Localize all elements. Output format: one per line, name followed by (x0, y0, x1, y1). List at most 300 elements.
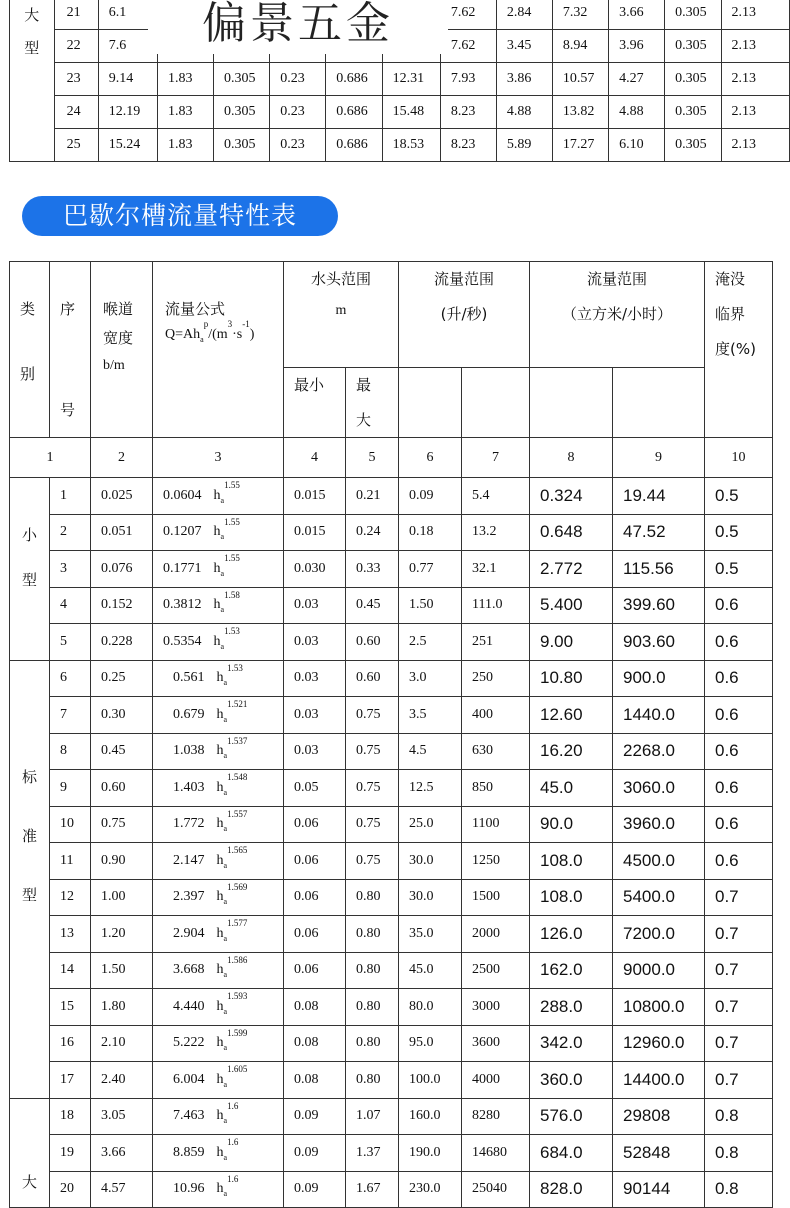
formula-h: h (216, 706, 224, 722)
category-char: 小 (21, 526, 37, 544)
flow-table-row (10, 624, 773, 661)
flow-ls-max-cell: 250 (462, 660, 530, 697)
formula-h-sub: a (223, 1006, 228, 1016)
formula-h-sub: a (223, 1152, 228, 1162)
column-number-10: 10 (705, 438, 773, 478)
flow-ls-max-cell: 8280 (462, 1098, 530, 1135)
flow-table-row (10, 843, 773, 880)
flow-m3h-min-cell: 10.80 (530, 660, 613, 697)
submergence-cell: 0.6 (705, 806, 773, 843)
upper-table-cell: 12.31 (382, 63, 440, 96)
head-max-cell: 0.80 (346, 989, 399, 1026)
formula-cell (153, 989, 284, 1026)
column-number-3: 3 (153, 438, 284, 478)
submergence-cell: 0.6 (705, 733, 773, 770)
head-max-cell: 1.37 (346, 1135, 399, 1172)
header-formula (153, 262, 284, 438)
formula-h-sub: a (223, 897, 228, 907)
upper-table-cell: 5.89 (496, 129, 552, 162)
throat-width-cell: 0.90 (91, 843, 153, 880)
flow-ls-max-cell: 400 (462, 697, 530, 734)
formula-cell (153, 843, 284, 880)
throat-width-cell: 2.40 (91, 1062, 153, 1099)
flow-ls-max-cell: 251 (462, 624, 530, 661)
upper-table-cell: 10.57 (552, 63, 608, 96)
flow-ls-max-cell: 25040 (462, 1171, 530, 1208)
formula-h: h (216, 1181, 224, 1197)
formula-h: h (213, 633, 221, 649)
flow-ls-min-cell: 230.0 (399, 1171, 462, 1208)
head-min-cell: 0.08 (284, 989, 346, 1026)
seq-cell: 15 (50, 989, 91, 1026)
upper-table-cell: 12.19 (98, 96, 157, 129)
category-cell (10, 478, 50, 661)
throat-width-cell: 0.076 (91, 551, 153, 588)
flow-m3h-min-cell: 2.772 (530, 551, 613, 588)
head-min-cell: 0.06 (284, 952, 346, 989)
seq-cell: 17 (50, 1062, 91, 1099)
flow-ls-max-cell: 32.1 (462, 551, 530, 588)
upper-table-cell: 3.45 (496, 30, 552, 63)
submergence-cell: 0.5 (705, 551, 773, 588)
upper-table-cell: 17.27 (552, 129, 608, 162)
header-seq-line-2: 号 (60, 401, 76, 419)
flow-table-row (10, 1171, 773, 1208)
head-max-cell: 0.80 (346, 916, 399, 953)
header-flow-m3h-max (613, 368, 705, 438)
formula-exponent: 1.6 (227, 1137, 239, 1148)
formula-cell (153, 624, 284, 661)
head-min-cell: 0.05 (284, 770, 346, 807)
flow-ls-max-cell: 1500 (462, 879, 530, 916)
upper-category-char: 型 (24, 39, 40, 57)
flow-ls-max-cell: 1250 (462, 843, 530, 880)
seq-cell: 12 (50, 879, 91, 916)
formula-h: h (216, 670, 224, 686)
column-number-9: 9 (613, 438, 705, 478)
head-max-cell: 1.07 (346, 1098, 399, 1135)
formula-h-sub: a (223, 860, 228, 870)
formula-cell (153, 806, 284, 843)
formula-exponent: 1.569 (227, 881, 248, 892)
formula-coefficient: 7.463 (173, 1108, 205, 1124)
submergence-cell: 0.5 (705, 478, 773, 515)
head-max-cell: 0.75 (346, 733, 399, 770)
formula-h-sub: a (223, 751, 228, 761)
formula-cell (153, 478, 284, 515)
flow-ls-max-cell: 630 (462, 733, 530, 770)
header-flow-m3h-title: 流量范围 (586, 270, 647, 288)
flow-m3h-min-cell: 360.0 (530, 1062, 613, 1099)
flow-ls-max-cell: 2500 (462, 952, 530, 989)
formula-coefficient: 1.772 (173, 816, 205, 832)
upper-table-cell: 13.82 (552, 96, 608, 129)
formula-exponent: 1.605 (227, 1064, 248, 1075)
formula-exponent: 1.577 (227, 918, 248, 929)
flow-m3h-max-cell: 7200.0 (613, 916, 705, 953)
formula-h: h (216, 816, 224, 832)
formula-cell (153, 952, 284, 989)
flow-table-row (10, 660, 773, 697)
submergence-cell: 0.6 (705, 770, 773, 807)
upper-table-row (10, 96, 790, 129)
flow-table-row (10, 587, 773, 624)
flow-m3h-max-cell: 90144 (613, 1171, 705, 1208)
flow-ls-min-cell: 25.0 (399, 806, 462, 843)
head-min-cell: 0.06 (284, 806, 346, 843)
flow-m3h-max-cell: 14400.0 (613, 1062, 705, 1099)
header-seq-line-1: 序 (60, 300, 76, 318)
formula-h-sub: a (223, 1079, 228, 1089)
head-max-cell: 0.33 (346, 551, 399, 588)
upper-table-cell: 0.305 (665, 96, 721, 129)
seq-cell: 14 (50, 952, 91, 989)
flow-m3h-min-cell: 45.0 (530, 770, 613, 807)
formula-h: h (213, 560, 221, 576)
header-flow-ls-title: 流量范围 (433, 270, 494, 288)
head-min-cell: 0.030 (284, 551, 346, 588)
flow-ls-min-cell: 4.5 (399, 733, 462, 770)
seq-cell: 11 (50, 843, 91, 880)
throat-width-cell: 1.00 (91, 879, 153, 916)
header-throat-line-3: b/m (103, 358, 125, 373)
head-max-cell: 0.75 (346, 770, 399, 807)
upper-table-cell: 3.86 (496, 63, 552, 96)
flow-table-row (10, 1098, 773, 1135)
upper-table-cell: 0.686 (326, 129, 382, 162)
upper-table-cell: 0.23 (270, 96, 326, 129)
formula-exponent: 1.548 (227, 772, 248, 783)
header-head-max (346, 368, 399, 438)
header-submergence-line-1: 淹没 (715, 270, 746, 288)
seq-cell: 20 (50, 1171, 91, 1208)
formula-h-sub: a (220, 568, 225, 578)
formula-h: h (213, 487, 221, 503)
head-min-cell: 0.03 (284, 587, 346, 624)
header-throat-width (91, 262, 153, 438)
upper-table-cell: 0.305 (665, 0, 721, 30)
formula-coefficient: 1.038 (173, 743, 205, 759)
formula-h: h (216, 1108, 224, 1124)
formula-cell (153, 587, 284, 624)
column-number-row (10, 438, 773, 478)
flow-m3h-max-cell: 10800.0 (613, 989, 705, 1026)
formula-h: h (216, 1035, 224, 1051)
formula-h-sub: a (220, 641, 225, 651)
head-max-cell: 0.80 (346, 1025, 399, 1062)
head-max-cell: 0.60 (346, 624, 399, 661)
formula-cell (153, 733, 284, 770)
upper-table-cell: 8.23 (440, 129, 496, 162)
submergence-cell: 0.8 (705, 1135, 773, 1172)
formula-exponent: 1.593 (227, 991, 248, 1002)
formula-h-sub: a (223, 1116, 228, 1126)
seq-cell: 7 (50, 697, 91, 734)
throat-width-cell: 1.80 (91, 989, 153, 1026)
head-max-cell: 0.75 (346, 806, 399, 843)
head-max-cell: 0.24 (346, 514, 399, 551)
category-char: 标 (21, 767, 37, 786)
column-number-7: 7 (462, 438, 530, 478)
formula-h-sub: a (223, 714, 228, 724)
submergence-cell: 0.7 (705, 1062, 773, 1099)
head-min-cell: 0.03 (284, 733, 346, 770)
header-head-max-line-1: 最 (356, 376, 372, 394)
upper-table-cell: 6.10 (609, 129, 665, 162)
head-min-cell: 0.09 (284, 1171, 346, 1208)
formula-exponent: 1.55 (224, 480, 240, 491)
header-seq (50, 262, 91, 438)
parshall-flume-flow-table (9, 261, 773, 1208)
flow-table-row (10, 806, 773, 843)
flow-m3h-min-cell: 108.0 (530, 879, 613, 916)
header-head-range-unit: m (335, 303, 347, 318)
formula-coefficient: 2.904 (173, 925, 205, 941)
head-min-cell: 0.08 (284, 1062, 346, 1099)
header-category-line-2: 别 (20, 365, 36, 383)
flow-m3h-min-cell: 12.60 (530, 697, 613, 734)
head-max-cell: 1.67 (346, 1171, 399, 1208)
upper-table-cell: 15.24 (98, 129, 157, 162)
flow-ls-min-cell: 160.0 (399, 1098, 462, 1135)
upper-table-cell: 8.94 (552, 30, 608, 63)
upper-table-cell: 0.23 (270, 129, 326, 162)
flow-ls-max-cell: 3000 (462, 989, 530, 1026)
flow-ls-min-cell: 100.0 (399, 1062, 462, 1099)
upper-table-cell: 7.6 (98, 30, 157, 63)
seq-cell: 10 (50, 806, 91, 843)
formula-cell (153, 1098, 284, 1135)
formula-cell (153, 1135, 284, 1172)
flow-m3h-min-cell: 5.400 (530, 587, 613, 624)
seq-cell: 1 (50, 478, 91, 515)
head-min-cell: 0.015 (284, 478, 346, 515)
formula-coefficient: 0.0604 (163, 487, 202, 503)
flow-table-row (10, 1062, 773, 1099)
header-flow-ls-max (462, 368, 530, 438)
formula-coefficient: 0.5354 (163, 633, 202, 649)
head-min-cell: 0.015 (284, 514, 346, 551)
formula-coefficient: 0.3812 (163, 597, 202, 613)
formula-coefficient: 0.1207 (163, 524, 202, 540)
upper-table-cell: 4.88 (496, 96, 552, 129)
flow-table-row (10, 733, 773, 770)
flow-m3h-max-cell: 12960.0 (613, 1025, 705, 1062)
header-formula-label: 流量公式 (165, 300, 226, 318)
upper-table-cell: 2.84 (496, 0, 552, 30)
flow-table-row (10, 952, 773, 989)
formula-h: h (216, 998, 224, 1014)
flow-ls-max-cell: 1100 (462, 806, 530, 843)
upper-table-cell: 18.53 (382, 129, 440, 162)
formula-cell (153, 879, 284, 916)
seq-cell: 5 (50, 624, 91, 661)
upper-table-cell: 2.13 (721, 0, 790, 30)
flow-m3h-min-cell: 684.0 (530, 1135, 613, 1172)
flow-ls-max-cell: 4000 (462, 1062, 530, 1099)
seq-cell: 18 (50, 1098, 91, 1135)
head-max-cell: 0.75 (346, 843, 399, 880)
formula-exponent: 1.55 (224, 516, 240, 527)
column-number-4: 4 (284, 438, 346, 478)
upper-table-cell: 21 (54, 0, 98, 30)
head-max-cell: 0.80 (346, 952, 399, 989)
flow-table-row (10, 478, 773, 515)
flow-ls-min-cell: 1.50 (399, 587, 462, 624)
submergence-cell: 0.6 (705, 587, 773, 624)
flow-m3h-max-cell: 5400.0 (613, 879, 705, 916)
flow-table-row (10, 916, 773, 953)
formula-h: h (216, 1071, 224, 1087)
upper-table-cell: 0.23 (270, 63, 326, 96)
formula-coefficient: 5.222 (173, 1035, 205, 1051)
submergence-cell: 0.8 (705, 1171, 773, 1208)
formula-h-sub: a (223, 1189, 228, 1199)
upper-table-cell: 22 (54, 30, 98, 63)
head-max-cell: 0.45 (346, 587, 399, 624)
throat-width-cell: 4.57 (91, 1171, 153, 1208)
formula-cell (153, 1062, 284, 1099)
formula-cell (153, 916, 284, 953)
formula-exponent: 1.557 (227, 808, 248, 819)
flow-ls-min-cell: 0.09 (399, 478, 462, 515)
header-head-range-title: 水头范围 (310, 270, 371, 288)
upper-table-cell: 25 (54, 129, 98, 162)
throat-width-cell: 0.45 (91, 733, 153, 770)
seq-cell: 3 (50, 551, 91, 588)
upper-table-cell: 6.1 (98, 0, 157, 30)
head-max-cell: 0.60 (346, 660, 399, 697)
formula-cell (153, 551, 284, 588)
throat-width-cell: 3.05 (91, 1098, 153, 1135)
header-submergence-line-3: 度(%) (715, 340, 756, 358)
flow-m3h-min-cell: 576.0 (530, 1098, 613, 1135)
submergence-cell: 0.6 (705, 843, 773, 880)
flow-table-row (10, 770, 773, 807)
header-flow-m3h-min (530, 368, 613, 438)
formula-exponent: 1.58 (224, 589, 240, 600)
formula-h: h (216, 925, 224, 941)
flow-ls-max-cell: 14680 (462, 1135, 530, 1172)
upper-table-cell: 7.62 (440, 30, 496, 63)
head-min-cell: 0.06 (284, 916, 346, 953)
throat-width-cell: 1.20 (91, 916, 153, 953)
throat-width-cell: 3.66 (91, 1135, 153, 1172)
flow-m3h-max-cell: 9000.0 (613, 952, 705, 989)
upper-table-cell: 1.83 (157, 96, 213, 129)
column-number-5: 5 (346, 438, 399, 478)
flow-table-row (10, 989, 773, 1026)
upper-table-cell: 24 (54, 96, 98, 129)
flow-m3h-max-cell: 900.0 (613, 660, 705, 697)
upper-table-cell: 2.13 (721, 30, 790, 63)
formula-h-sub: a (220, 605, 225, 615)
formula-h: h (216, 962, 224, 978)
header-throat-line-2: 宽度 (103, 329, 134, 347)
upper-table-row (10, 63, 790, 96)
upper-table-cell: 7.62 (440, 0, 496, 30)
header-category-line-1: 类 (20, 300, 36, 318)
flow-table-row (10, 551, 773, 588)
upper-table-row (10, 129, 790, 162)
submergence-cell: 0.6 (705, 660, 773, 697)
head-max-cell: 0.21 (346, 478, 399, 515)
upper-table-cell: 0.305 (213, 63, 269, 96)
head-min-cell: 0.06 (284, 879, 346, 916)
seq-cell: 6 (50, 660, 91, 697)
formula-cell (153, 697, 284, 734)
upper-table-cell: 3.96 (609, 30, 665, 63)
upper-table-cell: 1.83 (157, 129, 213, 162)
formula-h: h (216, 743, 224, 759)
header-head-min: 最小 (284, 368, 346, 438)
submergence-cell: 0.7 (705, 916, 773, 953)
head-min-cell: 0.03 (284, 697, 346, 734)
category-char: 型 (21, 571, 37, 589)
upper-table-cell: 0.305 (213, 129, 269, 162)
column-number-1: 1 (10, 438, 91, 478)
head-min-cell: 0.03 (284, 624, 346, 661)
formula-h: h (216, 1144, 224, 1160)
formula-coefficient: 0.1771 (163, 560, 202, 576)
flow-table-row (10, 879, 773, 916)
header-head-max-line-2: 大 (356, 411, 372, 429)
upper-table-cell: 0.686 (326, 96, 382, 129)
seq-cell: 4 (50, 587, 91, 624)
flow-ls-max-cell: 2000 (462, 916, 530, 953)
flow-m3h-min-cell: 126.0 (530, 916, 613, 953)
formula-h: h (216, 852, 224, 868)
flow-m3h-max-cell: 47.52 (613, 514, 705, 551)
flow-m3h-max-cell: 399.60 (613, 587, 705, 624)
formula-h: h (213, 597, 221, 613)
flow-ls-min-cell: 30.0 (399, 843, 462, 880)
formula-cell (153, 1171, 284, 1208)
flow-ls-min-cell: 30.0 (399, 879, 462, 916)
formula-h-sub: a (223, 787, 228, 797)
flow-ls-min-cell: 95.0 (399, 1025, 462, 1062)
flow-table-row (10, 1025, 773, 1062)
flow-m3h-max-cell: 29808 (613, 1098, 705, 1135)
head-max-cell: 0.80 (346, 1062, 399, 1099)
formula-coefficient: 0.561 (173, 670, 205, 686)
flow-ls-max-cell: 5.4 (462, 478, 530, 515)
flow-table-row (10, 514, 773, 551)
seq-cell: 13 (50, 916, 91, 953)
submergence-cell: 0.5 (705, 514, 773, 551)
flow-m3h-max-cell: 115.56 (613, 551, 705, 588)
throat-width-cell: 0.152 (91, 587, 153, 624)
flow-m3h-max-cell: 903.60 (613, 624, 705, 661)
upper-table-cell: 2.13 (721, 129, 790, 162)
upper-table-cell: 4.88 (609, 96, 665, 129)
throat-width-cell: 2.10 (91, 1025, 153, 1062)
upper-table-cell: 8.23 (440, 96, 496, 129)
formula-exponent: 1.53 (224, 626, 240, 637)
formula-h: h (213, 524, 221, 540)
formula-exponent: 1.53 (227, 662, 243, 673)
formula-cell (153, 1025, 284, 1062)
brand-watermark: 偏景五金 (148, 0, 448, 54)
flow-m3h-max-cell: 1440.0 (613, 697, 705, 734)
submergence-cell: 0.7 (705, 989, 773, 1026)
header-head-range (284, 262, 399, 368)
formula-exponent: 1.55 (224, 553, 240, 564)
flow-m3h-min-cell: 342.0 (530, 1025, 613, 1062)
flow-ls-max-cell: 850 (462, 770, 530, 807)
upper-table-cell: 0.305 (665, 63, 721, 96)
upper-table-cell: 7.93 (440, 63, 496, 96)
